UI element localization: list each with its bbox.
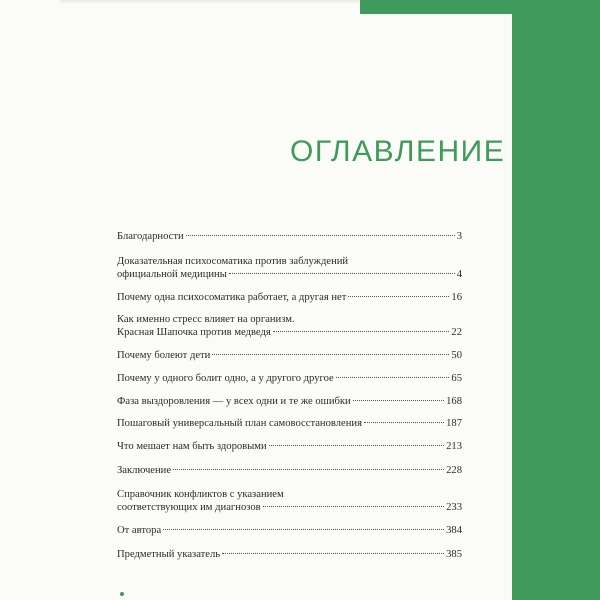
toc-entry-page: 168 bbox=[446, 396, 462, 407]
dot-leader bbox=[353, 400, 444, 401]
toc-entry-title: От автора bbox=[117, 525, 162, 536]
dot-leader bbox=[364, 422, 444, 423]
toc-entry-title: Заключение bbox=[117, 465, 172, 476]
dot-leader bbox=[163, 529, 444, 530]
toc-entry-title-cont: официальной медицины bbox=[117, 269, 227, 280]
toc-entry bbox=[117, 255, 462, 281]
dot-leader bbox=[348, 296, 449, 297]
toc-entry-title: Фаза выздоровления — у всех одни и те же ошибки bbox=[117, 396, 351, 407]
toc-entry-title-cont: соответствующих им диагнозов bbox=[117, 502, 261, 513]
toc-entry-page: 233 bbox=[446, 502, 462, 513]
print-fleck bbox=[120, 592, 124, 596]
toc-entry-title: Что мешает нам быть здоровыми bbox=[117, 441, 267, 452]
green-side-band bbox=[512, 0, 600, 600]
toc-entry bbox=[117, 524, 462, 537]
toc-entry bbox=[117, 349, 462, 362]
toc-entry-page: 213 bbox=[446, 441, 462, 452]
toc-entry bbox=[117, 313, 462, 339]
toc-entry bbox=[117, 230, 462, 243]
dot-leader bbox=[186, 235, 455, 236]
dot-leader bbox=[212, 354, 449, 355]
dot-leader bbox=[336, 377, 450, 378]
toc-entry bbox=[117, 417, 462, 430]
toc-entry-title-cont: Красная Шапочка против медведя bbox=[117, 327, 271, 338]
toc-entry-title: Предметный указатель bbox=[117, 549, 221, 560]
toc-entry-page: 384 bbox=[446, 525, 462, 536]
toc-entry-title: Почему болеют дети bbox=[117, 350, 211, 361]
dot-leader bbox=[222, 553, 444, 554]
dot-leader bbox=[173, 469, 444, 470]
toc-entry-title: Почему одна психосоматика работает, а другая нет bbox=[117, 292, 347, 303]
toc-entry bbox=[117, 464, 462, 477]
toc-entry-title: Доказательная психосоматика против заблуждений bbox=[117, 256, 349, 267]
toc-entry-page: 65 bbox=[451, 373, 462, 384]
green-corner-band bbox=[360, 0, 512, 14]
toc-entry bbox=[117, 372, 462, 385]
page-title: ОГЛАВЛЕНИЕ bbox=[290, 135, 506, 168]
toc-entry-title: Пошаговый универсальный план самовосстановления bbox=[117, 418, 362, 429]
toc-entry-page: 4 bbox=[456, 269, 462, 280]
toc-entry bbox=[117, 488, 462, 514]
toc-entry-title: Как именно стресс влияет на организм. bbox=[117, 314, 295, 325]
toc-entry-title: Почему у одного болит одно, а у другого другое bbox=[117, 373, 334, 384]
toc-entry-page: 16 bbox=[451, 292, 462, 303]
toc-entry bbox=[117, 548, 462, 561]
toc-entry bbox=[117, 440, 462, 453]
toc-entry-page: 228 bbox=[446, 465, 462, 476]
toc-entry-title: Благодарности bbox=[117, 231, 184, 242]
dot-leader bbox=[263, 506, 444, 507]
toc-entry bbox=[117, 291, 462, 304]
toc-entry-page: 22 bbox=[451, 327, 462, 338]
toc-entry-page: 3 bbox=[456, 231, 462, 242]
toc-entry-page: 50 bbox=[451, 350, 462, 361]
dot-leader bbox=[273, 331, 450, 332]
toc-entry bbox=[117, 395, 462, 408]
dot-leader bbox=[269, 445, 444, 446]
dot-leader bbox=[229, 273, 455, 274]
toc-entry-page: 187 bbox=[446, 418, 462, 429]
page-edge-shadow bbox=[60, 0, 360, 4]
toc-entry-title: Справочник конфликтов с указанием bbox=[117, 489, 284, 500]
toc-entry-page: 385 bbox=[446, 549, 462, 560]
